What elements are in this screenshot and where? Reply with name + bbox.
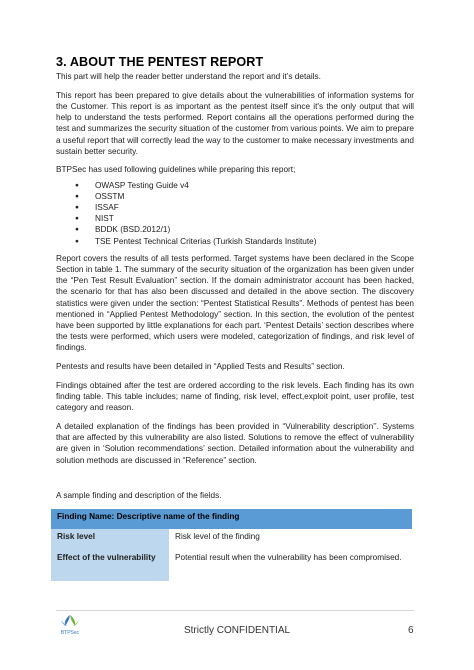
section-intro: This part will help the reader better understand the report and it’s details. <box>56 72 321 81</box>
footer-divider <box>56 610 414 611</box>
guidelines-intro: BTPSec has used following guidelines while preparing this report; <box>56 165 296 175</box>
logo-text: BTPSec <box>60 630 80 636</box>
field-value: Potential result when the vulnerability has been compromised. <box>169 549 412 581</box>
page-number: 6 <box>408 625 414 636</box>
guideline-item: ● ISSAF <box>81 202 414 213</box>
paragraph-coverage: Report covers the results of all tests performed. Target systems have been declared in the Scope Section in table 1. The summary of the security situation of the organization has been given under the “Pen Test Result Evaluation” section. If the domain administrator account has been hacked, the scenario for that has also been discussed and detailed in the above section. The discovery statistics were given under the section: “Pentest Statistical Results”. Methods of pentest has been mentioned in “Applied Pentest Methodology” section. In this section, the evolution of the pentest have been supported by little explanations for each part. ‘Pentest Details’ section describes where the tests were performed, which users were modeled, categorization of findings, and risk level of findings. <box>56 253 414 353</box>
finding-table-header-row <box>51 509 412 529</box>
guideline-item: ● BDDK (BSD.2012/1) <box>81 224 414 235</box>
paragraph-applied-tests: Pentests and results have been detailed in “Applied Tests and Results” section. <box>56 362 345 372</box>
guideline-item: ● OSSTM <box>81 191 414 202</box>
field-value: Risk level of the finding <box>169 529 412 549</box>
table-row <box>51 549 412 581</box>
finding-table-header: Finding Name: Descriptive name of the finding <box>51 509 412 529</box>
paragraph-findings-order: Findings obtained after the test are ordered according to the risk levels. Each finding has its own finding table. This table includes; name of finding, risk level, effect,exploit point, user profile, test category and reason. <box>56 380 414 413</box>
paragraph-purpose: This report has been prepared to give details about the vulnerabilities of information systems for the Customer. This report is as important as the pentest itself since it's the only output that will help to understand the tests performed. Report contains all the operations performed during the test and summarizes the security situation of the customer from various points. We aim to prepare a useful report that will correctly lead the way to the customer to make necessary investments and sustain better security. <box>56 90 414 156</box>
paragraph-vulnerability-description: A detailed explanation of the findings has been provided in “Vulnerability description’’. Systems that are affected by this vulnerability are also listed. Solutions to remove the effect of vulnerability are given in ‘Solution recommendations’ section. Detailed information about the vulnerability and solution methods are discussed in “Reference” section. <box>56 421 414 465</box>
confidential-label: Strictly CONFIDENTIAL <box>183 625 291 636</box>
guideline-item: ● TSE Pentest Technical Criterias (Turkish Standards Institute) <box>81 236 414 247</box>
field-label: Risk level <box>51 529 169 549</box>
finding-table <box>51 509 412 581</box>
guideline-item: ● OWASP Testing Guide v4 <box>81 180 414 191</box>
sample-caption: A sample finding and description of the fields. <box>56 491 222 500</box>
section-content <box>56 55 414 473</box>
section-title: 3. ABOUT THE PENTEST REPORT <box>56 55 264 69</box>
guideline-item: ● NIST <box>81 213 414 224</box>
field-label: Effect of the vulnerability <box>51 549 169 581</box>
table-row <box>51 529 412 549</box>
guidelines-list <box>56 180 414 247</box>
